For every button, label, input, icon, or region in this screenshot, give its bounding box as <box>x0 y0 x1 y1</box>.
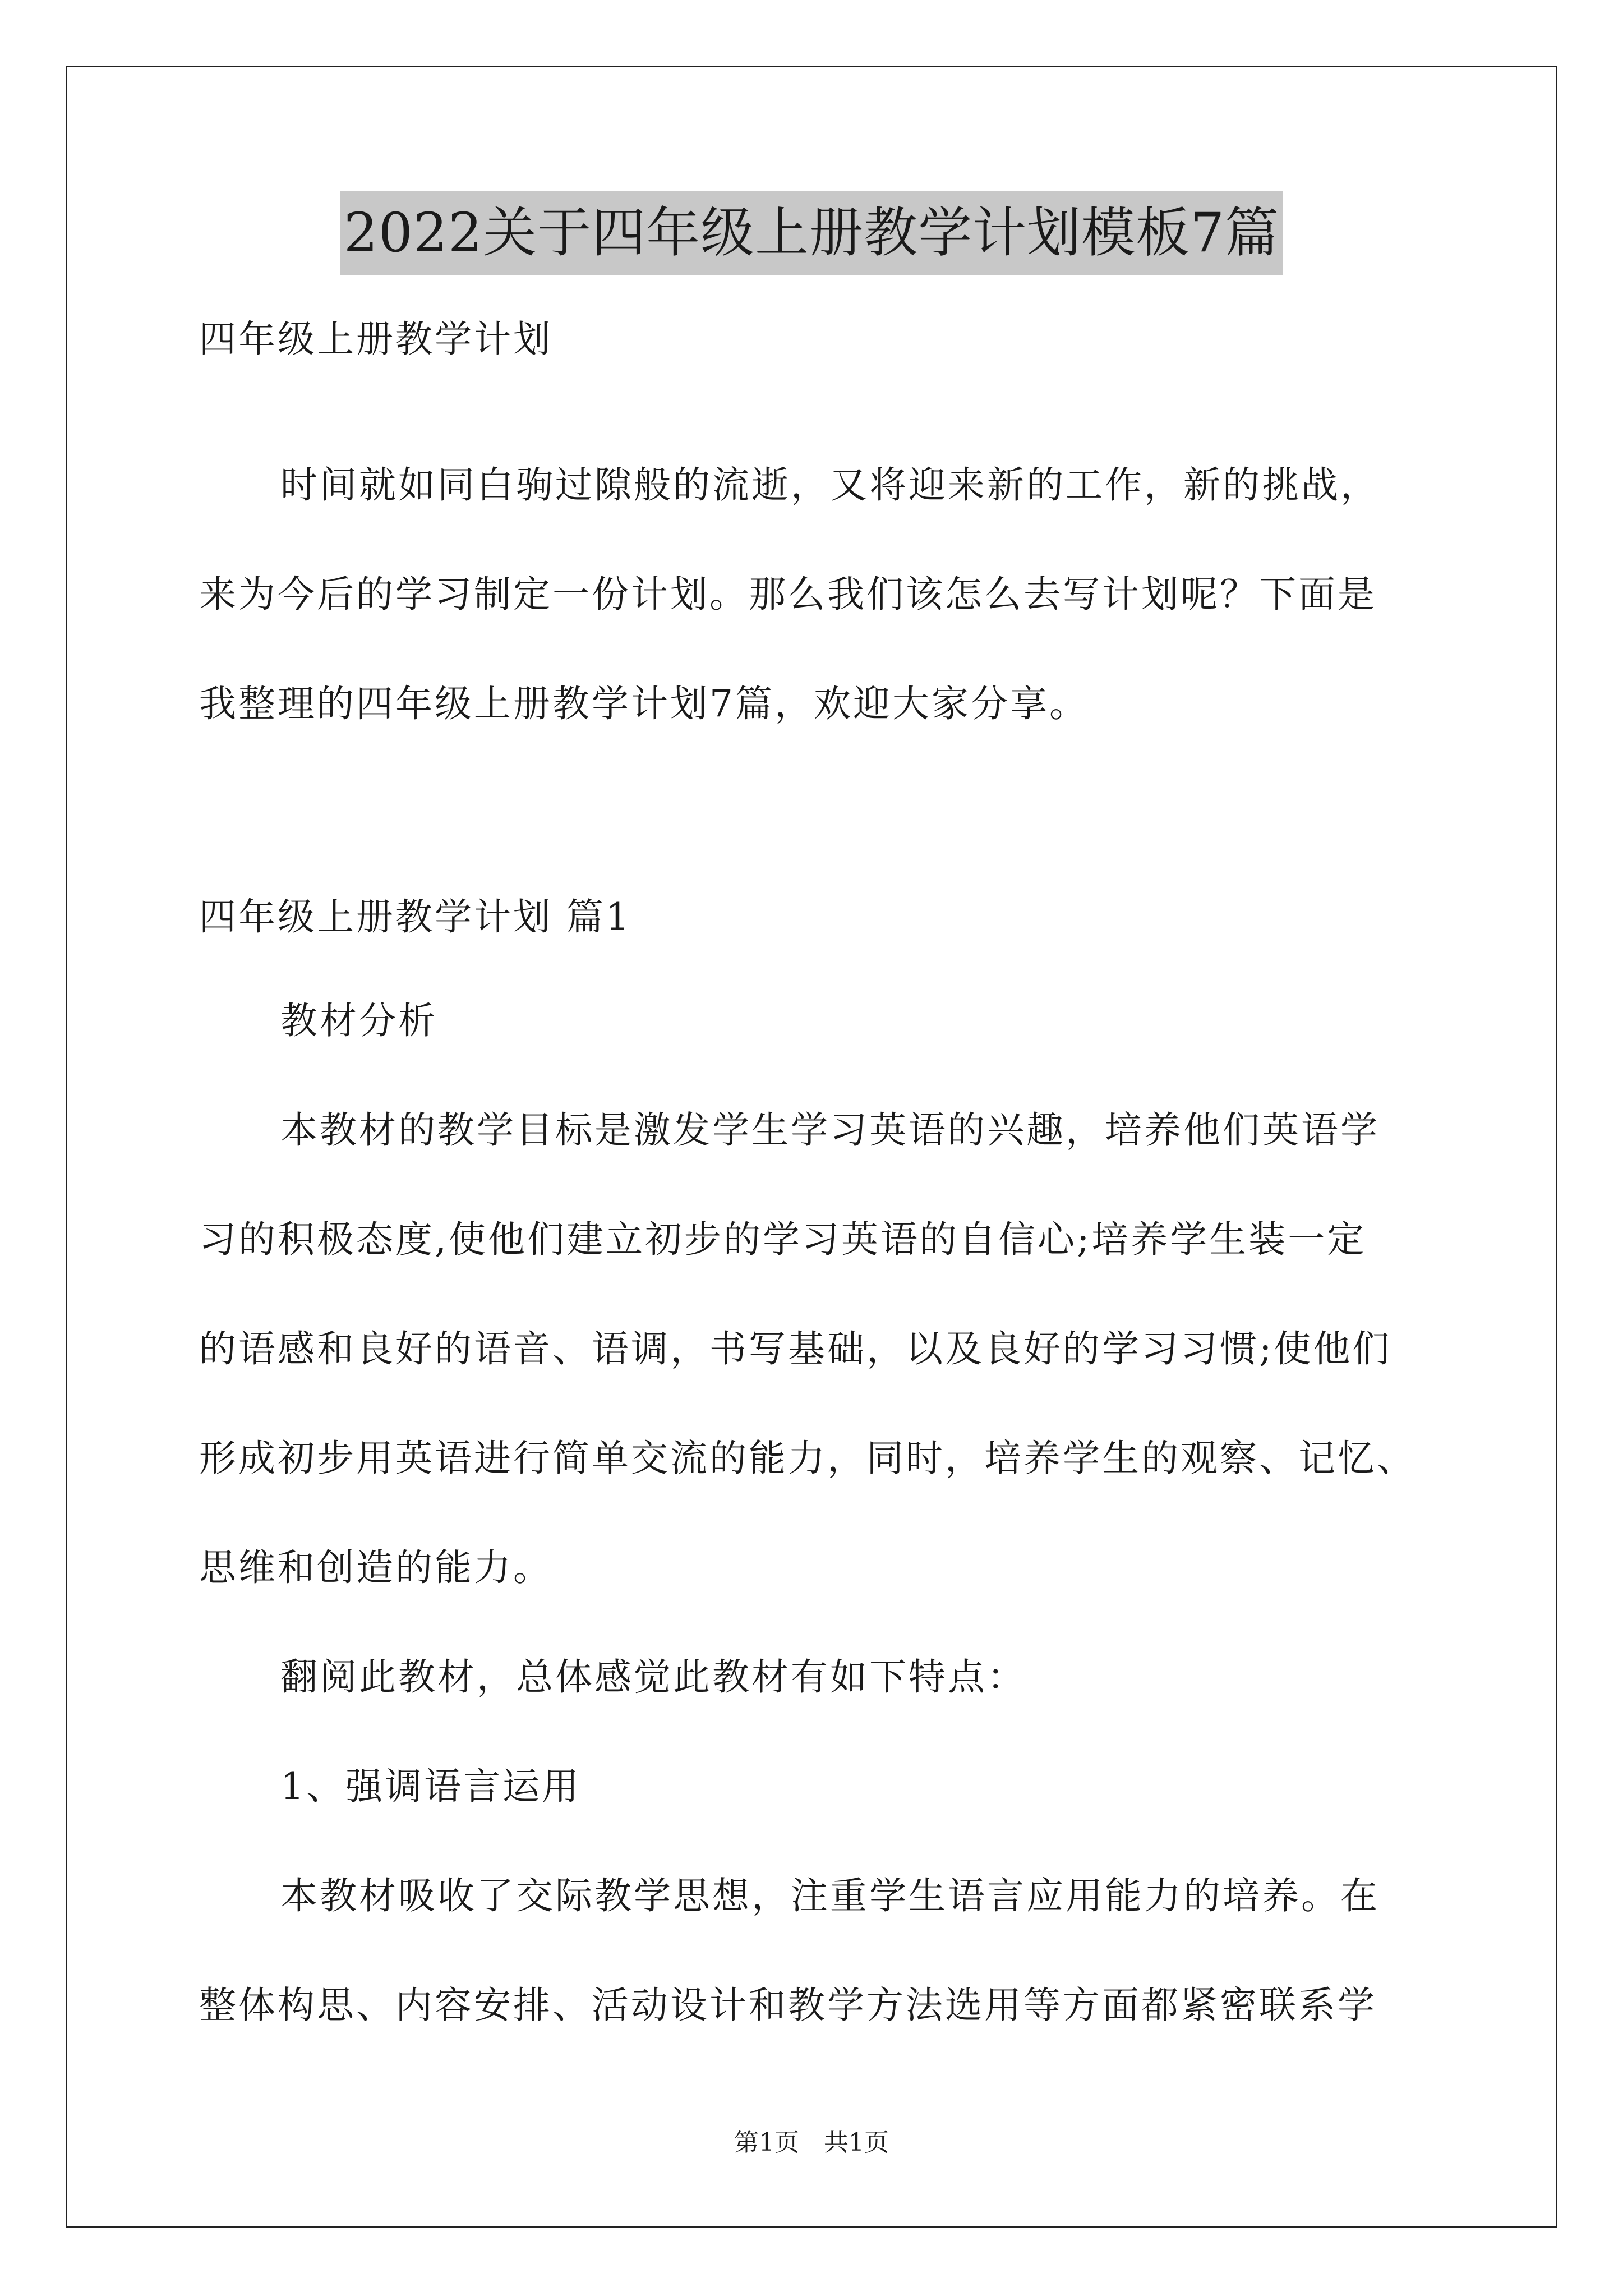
title-container <box>0 191 1623 275</box>
section-heading: 四年级上册教学计划 篇1 <box>199 895 631 938</box>
goals-line-4: 形成初步用英语进行简单交流的能力，同时，培养学生的观察、记忆、 <box>199 1437 1416 1480</box>
subheading-materials: 教材分析 <box>280 999 437 1042</box>
point1-heading: 1、强调语言运用 <box>280 1765 581 1808</box>
point1-line-1: 本教材吸收了交际教学思想，注重学生语言应用能力的培养。在 <box>280 1874 1380 1917</box>
intro-line-1: 时间就如同白驹过隙般的流逝，又将迎来新的工作，新的挑战， <box>280 463 1380 507</box>
intro-line-2: 来为今后的学习制定一份计划。那么我们该怎么去写计划呢？下面是 <box>199 573 1377 616</box>
page-footer: 第1页 共1页 <box>734 2128 889 2157</box>
goals-line-1: 本教材的教学目标是激发学生学习英语的兴趣，培养他们英语学 <box>280 1108 1380 1152</box>
goals-line-2: 习的积极态度,使他们建立初步的学习英语的自信心;培养学生装一定 <box>199 1218 1367 1261</box>
point1-line-2: 整体构思、内容安排、活动设计和教学方法选用等方面都紧密联系学 <box>199 1984 1377 2027</box>
goals-line-3: 的语感和良好的语音、语调，书写基础，以及良好的学习习惯;使他们 <box>199 1327 1392 1370</box>
intro-heading: 四年级上册教学计划 <box>199 318 552 361</box>
features-paragraph: 翻阅此教材，总体感觉此教材有如下特点： <box>280 1655 1026 1699</box>
document-title: 2022关于四年级上册教学计划模板7篇 <box>340 191 1283 275</box>
goals-line-5: 思维和创造的能力。 <box>199 1546 552 1589</box>
intro-line-3: 我整理的四年级上册教学计划7篇，欢迎大家分享。 <box>199 682 1089 725</box>
